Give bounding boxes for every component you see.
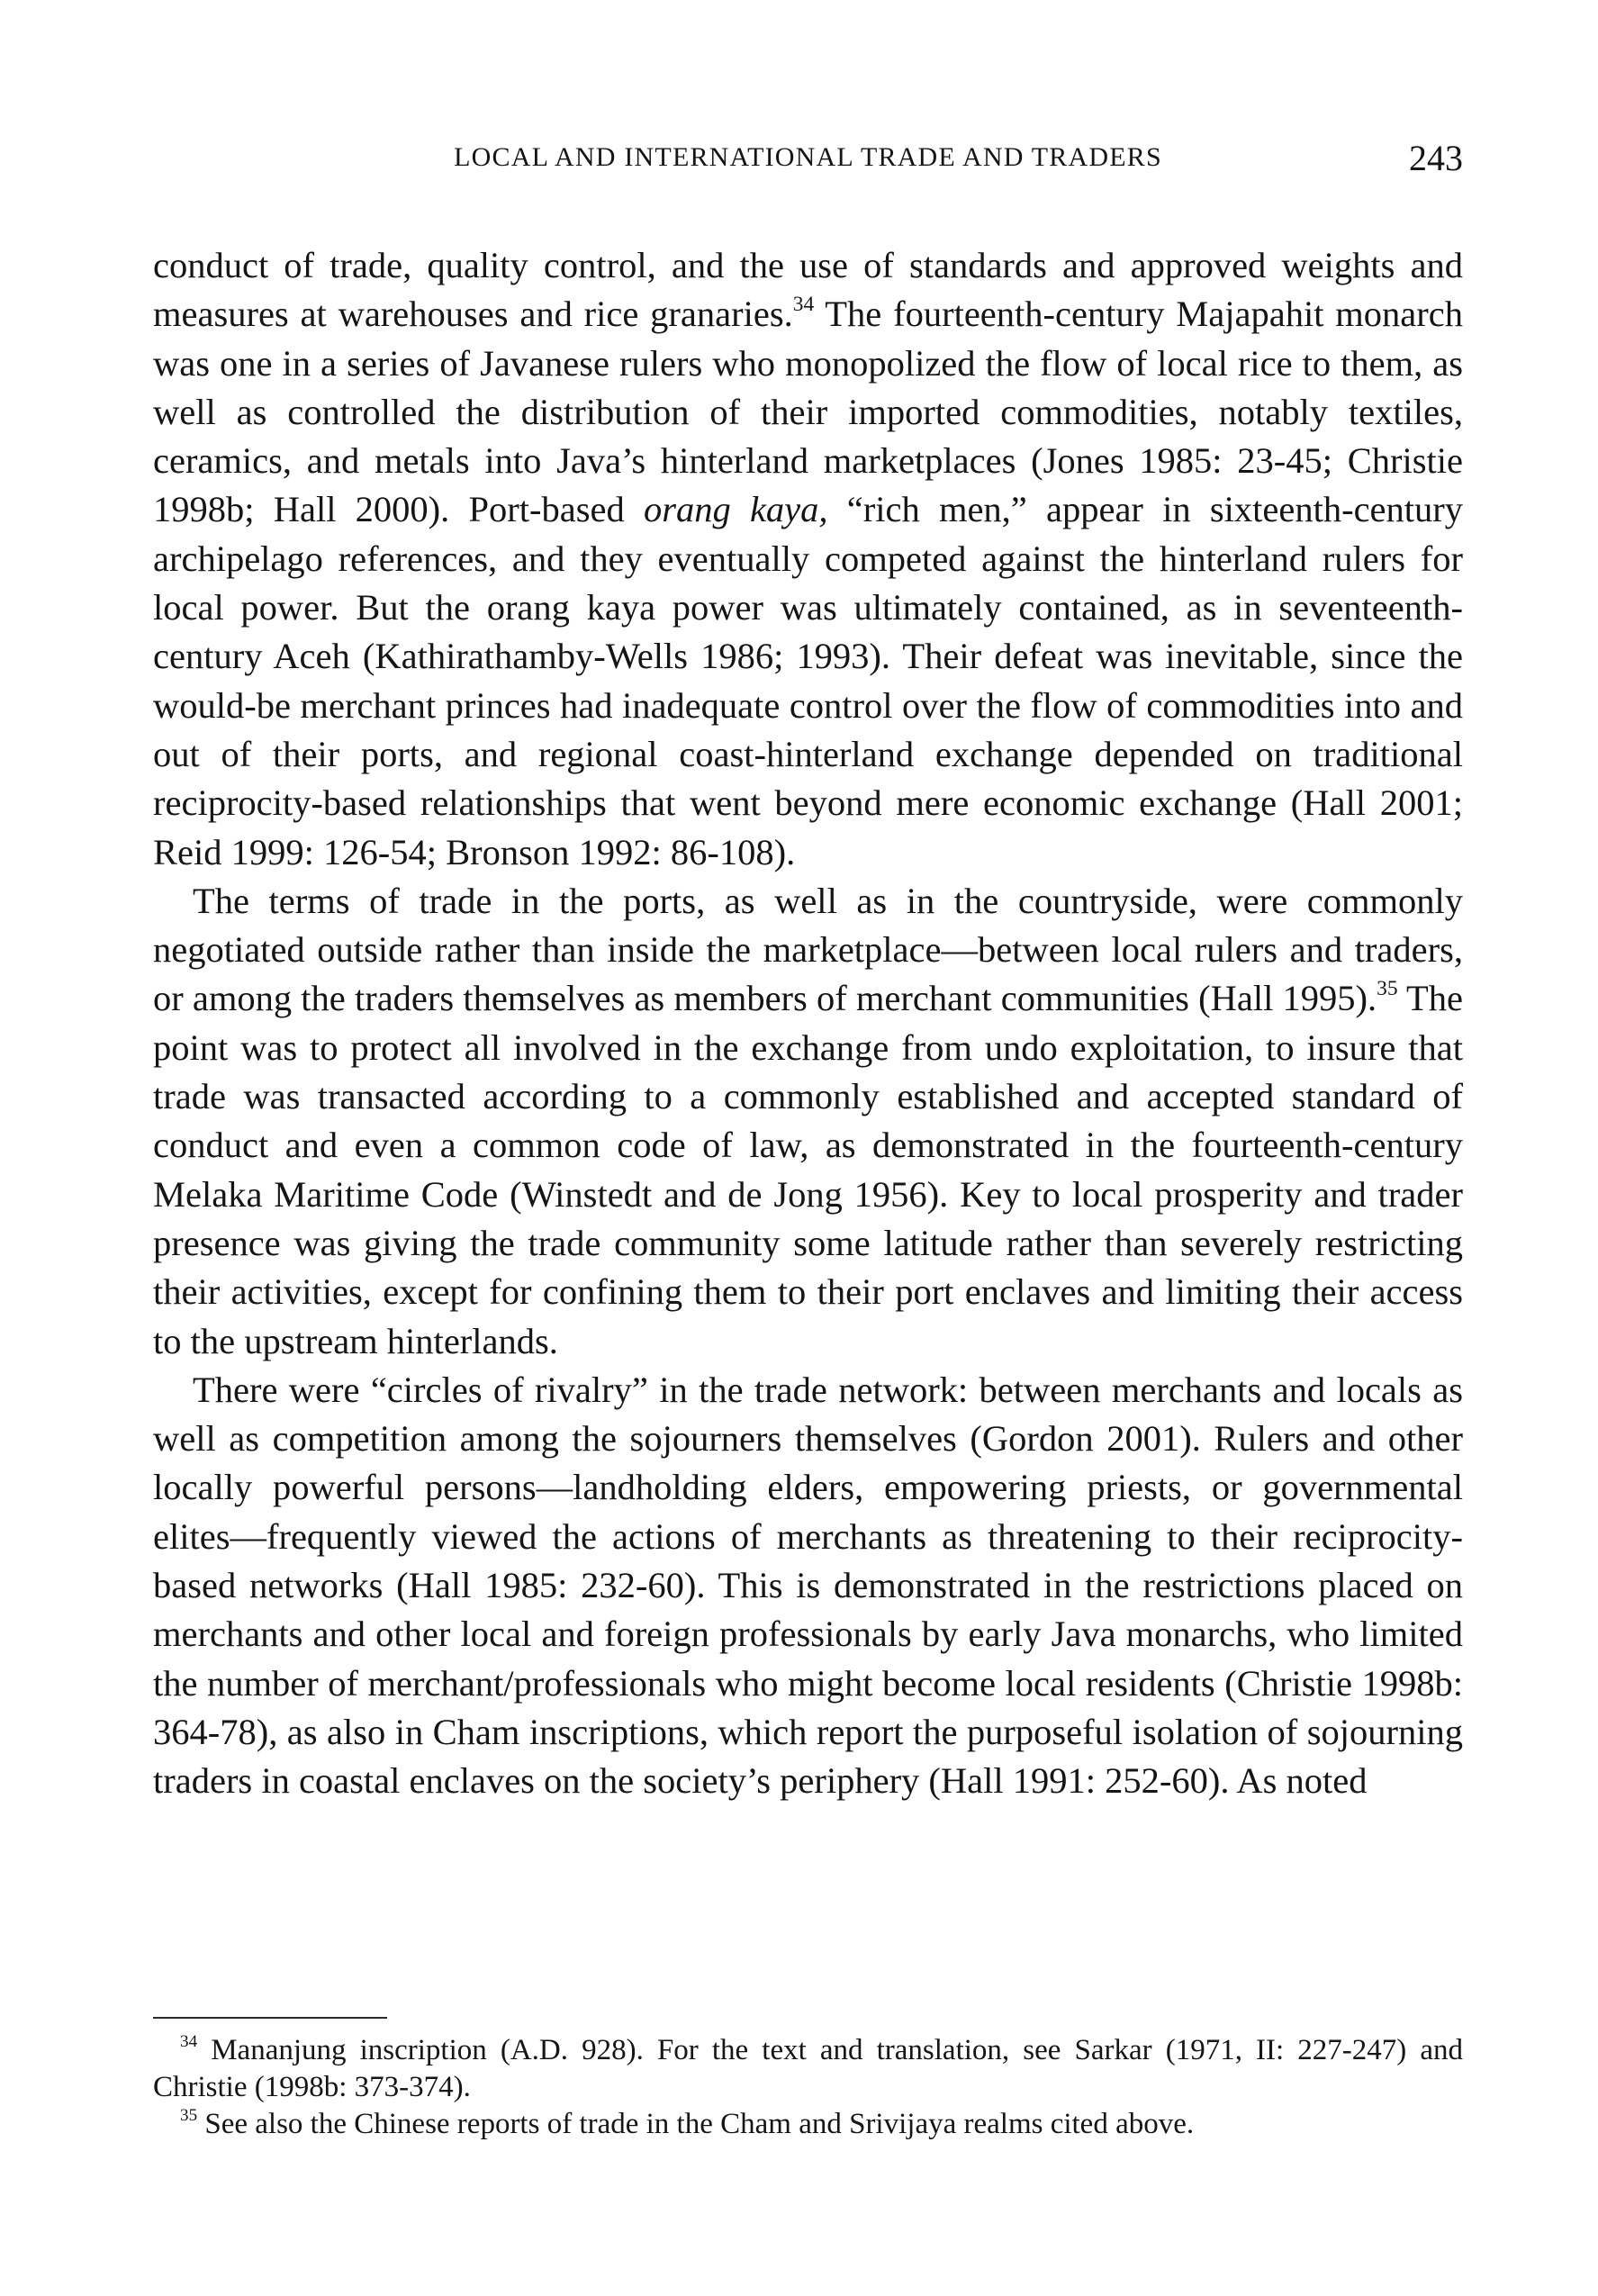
footnote-text-35: See also the Chinese reports of trade in the Cham and Srivijaya realms cited above. — [197, 2108, 1195, 2140]
paragraph-1-part-a: conduct of trade, quality control, and the use of standards and approved weights and measures at warehouses and rice granaries. — [153, 245, 1463, 335]
footnote-text-34: Mananjung inscription (A.D. 928). For the text and translation, see Sarkar (1971, II: 227-247) and Christie (1998b: 373-374). — [153, 2034, 1463, 2103]
italic-term-orang-kaya: orang kaya, — [643, 489, 828, 530]
paragraph-2-part-b: The point was to protect all involved in the exchange from undo exploitation, to insure that trade was transacted according to a commonly established and accepted standard of conduct and even a common code of law, as demonstrated in the fourteenth-century Melaka Maritime Code (Winstedt and de Jong 1956). Key to local prosperity and trader presence was giving the trade community some latitude rather than severely restricting their activities, except for confining them to their port enclaves and limiting their access to the upstream hinterlands. — [153, 978, 1464, 1361]
footnote-number-34: 34 — [180, 2032, 198, 2052]
page-number: 243 — [1409, 138, 1463, 178]
body-text — [153, 241, 1463, 1806]
footnote-35 — [153, 2106, 1463, 2143]
paragraph-1-part-b: The fourteenth-century Majapahit monarch was one in a series of Javanese rulers who monopolized the flow of local rice to them, as well as controlled the distribution of their imported commodities, notably textiles, ceramics, and metals into Java’s hinterland marketplaces (Jones 1985: 23-45; Christie 1998b; Hall 2000). Port-based — [153, 294, 1463, 530]
footnote-ref-34: 34 — [792, 293, 815, 317]
running-title: LOCAL AND INTERNATIONAL TRADE AND TRADERS — [454, 142, 1162, 172]
paragraph-2 — [153, 877, 1463, 1366]
paragraph-1-part-c: “rich men,” appear in sixteenth-century archipelago references, and they eventually competed against the hinterland rulers for local power. But the orang kaya power was ultimately contained, as in seventeenth-century Aceh (Kathirathamby-Wells 1986; 1993). Their defeat was inevitable, since the would-be merchant princes had inadequate control over the flow of commodities into and out of their ports, and regional coast-hinterland exchange depended on traditional reciprocity-based relationships that went beyond mere economic exchange (Hall 2001; Reid 1999: 126-54; Bronson 1992: 86-108). — [153, 489, 1464, 872]
paragraph-2-part-a: The terms of trade in the ports, as well as in the countryside, were commonly negotiated outside rather than inside the marketplace—between local rulers and traders, or among the traders themselves as members of merchant communities (Hall 1995). — [153, 880, 1463, 1019]
paragraph-1 — [153, 241, 1463, 877]
footnote-ref-35: 35 — [1377, 977, 1398, 1001]
footnotes — [153, 2032, 1463, 2143]
paragraph-3: There were “circles of rivalry” in the trade network: between merchants and locals as well as competition among the sojourners themselves (Gordon 2001). Rulers and other locally powerful persons—landholding elders, empowering priests, or governmental elites—frequently viewed the actions of merchants as threatening to their reciprocity-based networks (Hall 1985: 232-60). This is demonstrated in the restrictions placed on merchants and other local and foreign professionals by early Java monarchs, who limited the number of merchant/professionals who might become local residents (Christie 1998b: 364-78), as also in Cham inscriptions, which report the purposeful isolation of sojourning traders in coastal enclaves on the society’s periphery (Hall 1991: 252-60). As noted — [153, 1369, 1463, 1802]
footnote-divider — [153, 2017, 387, 2019]
footnote-34 — [153, 2032, 1463, 2106]
footnote-number-35: 35 — [180, 2106, 198, 2126]
running-header — [153, 137, 1463, 191]
